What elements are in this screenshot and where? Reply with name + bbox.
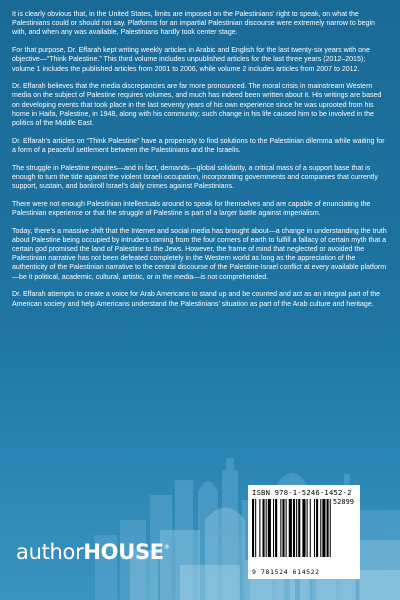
blurb-paragraph: It is clearly obvious that, in the United States, limits are imposed on the Palestinians' right to speak, on what the Palestinians could or should not say. Platforms for an impartial Palestinian discourse were extremely narrow to begin with, and when any was available, Palestinians hardly took center stage.	[12, 11, 375, 37]
back-cover-blurb	[12, 10, 388, 317]
registered-mark: ®	[163, 544, 170, 551]
blurb-paragraph: Today, there’s a massive shift that the Internet and social media has brought about—a change in understanding the truth about Palestine being occupied by intruders coming from the four corners of earth to fulfill a fallacy of certain myth that a certain god promised the land of Palestine to the Jews. However, the frame of mind that neglected or avoided the Palestinian narrative has not been defeated completely in the Western world as long as the appreciation of the authenticity of the Palestinian narrative to the central discourse of the Palestine-Israel conflict at every available platform—be it political, academic, cultural, artistic, or in the media—is not comprehended.	[12, 227, 387, 281]
barcode-stripe	[263, 499, 265, 557]
barcode-bars	[252, 499, 356, 565]
blurb-paragraph: Dr. Effarah’s articles on “Think Palestine” have a propensity to find solutions to the Palestinian dilemma while waiting for a form of a peaceful settlement between the Palestinians and the Israelis.	[12, 137, 385, 154]
publisher-logo	[16, 540, 170, 564]
barcode-stripe	[330, 499, 331, 557]
barcode-stripe	[289, 499, 292, 557]
isbn-number: ISBN 978-1-5246-1452-2	[252, 488, 352, 497]
barcode-stripe	[259, 499, 260, 557]
barcode-stripe	[293, 499, 295, 557]
barcode-stripe	[275, 499, 277, 557]
barcode-stripe	[322, 499, 325, 557]
barcode-stripe	[266, 499, 267, 557]
barcode-stripe	[255, 499, 256, 557]
blurb-paragraph: There were not enough Palestinian intellectuals around to speak for themselves and are capable of enunciating the Palestinian experience or that the struggle of Palestine is part of a larger battle against imperialism.	[12, 200, 371, 217]
barcode-stripe	[316, 499, 318, 557]
barcode-stripe	[310, 499, 311, 557]
barcode-stripe	[282, 499, 284, 557]
price-code: 52899	[332, 498, 354, 506]
barcode-digits: 9 781524 614522	[252, 568, 320, 576]
barcode-stripe	[298, 499, 300, 557]
barcode-stripe	[320, 499, 321, 557]
barcode-stripe	[314, 499, 315, 557]
barcode-stripe	[268, 499, 271, 557]
blurb-paragraph: The struggle in Palestine requires—and in fact, demands—global solidarity, a critical mass of a support base that is enough to turn the tide against the violent Israeli occupation, incorporating governments and companies that currently support, sustain, and bankroll Israel’s daily crimes against Palestinians.	[12, 164, 378, 191]
barcode-stripe	[280, 499, 281, 557]
barcode-stripe	[286, 499, 287, 557]
barcode-stripe	[273, 499, 274, 557]
barcode-stripe	[302, 499, 305, 557]
blurb-paragraph: For that purpose, Dr. Effarah kept writing weekly articles in Arabic and English for the last twenty-six years with one objective—“Think Palestine.” This third volume includes unpublished articles for the last three years (2012–2015); volume 1 includes the published articles from 2001 to 2006, while volume 2 includes articles from 2007 to 2012.	[12, 47, 370, 73]
barcode-stripe	[307, 499, 308, 557]
isbn-barcode	[248, 485, 360, 579]
publisher-name-part2: HOUSE	[83, 540, 164, 564]
blurb-paragraph: Dr. Effarah attempts to create a voice for Arab Americans to stand up and be counted and act as an integral part of the American society and help Americans understand the Palestinians’ situation as part of the Arab culture and heritage.	[12, 291, 381, 308]
barcode-stripe	[296, 499, 297, 557]
barcode-stripe	[252, 499, 254, 557]
blurb-paragraph: Dr. Effarah believes that the media discrepancies are far more pronounced. The moral crisis in mainstream Western media on the subject of Palestine requires volumes, and much has indeed been written about it. His writings are based on developing events that took place in the last seventy years of his own experience since he was uprooted from his home in Haifa, Palestine, in 1948, along with his community; such change in his life caused him to be involved in the politics of the Middle East.	[12, 83, 382, 128]
barcode-stripe	[327, 499, 329, 557]
publisher-name-part1: author	[16, 540, 84, 564]
